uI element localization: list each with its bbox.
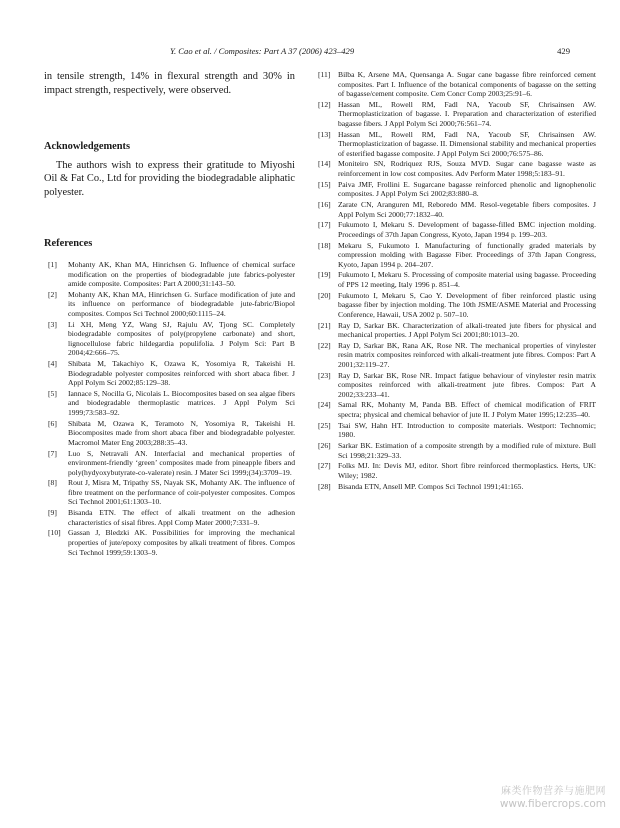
reference-item — [318, 159, 596, 178]
reference-item — [44, 260, 295, 289]
running-head: Y. Cao et al. / Composites: Part A 37 (2006) 423–429 — [170, 46, 355, 56]
reference-text: Tsai SW, Hahn HT. Introduction to composite materials. Westport: Technomic; 1980. — [338, 420, 596, 440]
references-heading: References — [44, 237, 93, 249]
reference-text: Samal RK, Mohanty M, Panda BB. Effect of chemical modification of FRIT spectra; physical and chemical behavior of jute II. J Polym Mater 1995;12:235–40. — [338, 400, 596, 420]
reference-item — [318, 482, 596, 492]
reference-item — [318, 321, 596, 340]
acknowledgements-heading: Acknowledgements — [44, 140, 131, 152]
reference-number: [16] — [318, 200, 331, 210]
reference-text: Zarate CN, Aranguren MI, Reboredo MM. Resol-vegetable fibers composites. J Appl Polym Sci 2000;77:1832–40. — [338, 200, 596, 219]
reference-number: [17] — [318, 220, 331, 230]
reference-text: Fukumoto I, Mekaru S, Cao Y. Development of fiber reinforced plastic using bagasse fiber by injection molding. The 10th JSME/ASME Material and Processing Conference, Hawaii, USA 2002 p. 507–10. — [338, 290, 596, 319]
reference-item — [318, 130, 596, 159]
reference-list-right — [318, 70, 596, 491]
reference-number: [12] — [318, 99, 331, 109]
reference-number: [28] — [318, 481, 331, 491]
reference-item — [318, 421, 596, 440]
reference-item — [318, 220, 596, 239]
reference-item — [318, 270, 596, 289]
running-header — [0, 46, 620, 60]
reference-number: [13] — [318, 129, 331, 139]
reference-number: [21] — [318, 320, 331, 330]
reference-text: Sarkar BK. Estimation of a composite strength by a modified rule of mixture. Bull Sci 1998;21:329–33. — [338, 441, 596, 460]
reference-text: Gassan J, Bledzki AK. Possibilities for improving the mechanical properties of jute/epoxy composites by alkali treatment of fibres. Compos Sci Technol 1999;59:1303–9. — [68, 528, 295, 557]
reference-number: [19] — [318, 270, 331, 280]
reference-number: [24] — [318, 400, 331, 410]
reference-text: Shibata M, Ozawa K, Teramoto N, Yosomiya R, Takeishi H. Biocomposites made from short abaca fiber and biodegradable polyester. Macromol Mater Eng 2003;288:35–43. — [68, 418, 295, 447]
reference-text: Bisanda ETN, Ansell MP. Compos Sci Technol 1991;41:165. — [338, 481, 524, 491]
reference-text: Li XH, Meng YZ, Wang SJ, Rajulu AV, Tjong SC. Completely biodegradable composites of poly(propylene carbonate) and short, lignocellulose fabric hildegardia populifolia. J Polym Sci: Part B 2004;42:666–75. — [68, 319, 295, 358]
reference-item — [44, 528, 295, 557]
left-column — [44, 70, 295, 558]
reference-item — [44, 449, 295, 478]
reference-item — [318, 461, 596, 480]
reference-item — [44, 478, 295, 507]
reference-number: [18] — [318, 240, 331, 250]
reference-number: [3] — [48, 319, 57, 329]
reference-item — [44, 290, 295, 319]
reference-item — [44, 389, 295, 418]
reference-text: Fukumoto I, Mekaru S. Processing of composite material using bagasse. Proceeding of PPS 12 meeting, Italy 1996 p. 851–4. — [338, 270, 596, 289]
reference-list-left — [44, 260, 295, 557]
watermark-site-name: 麻类作物营养与施肥网 — [501, 786, 606, 797]
reference-item — [318, 400, 596, 419]
reference-number: [4] — [48, 359, 57, 369]
intro-paragraph: in tensile strength, 14% in flexural strength and 30% in impact strength, respectively, were observed. — [44, 71, 295, 96]
reference-text: Luo S, Netravali AN. Interfacial and mechanical properties of environment-friendly ‘green’ composites made from pineapple fibers and poly(hydyoxybutyrate-co-valerate) resin. J Mater Sci 1999;(34):3709–19. — [68, 448, 295, 477]
reference-number: [9] — [48, 508, 57, 518]
reference-number: [26] — [318, 441, 331, 451]
reference-item — [44, 320, 295, 358]
reference-text: Ray D, Sarkar BK, Rose NR. Impact fatigue behaviour of vinylester resin matrix composites reinforced with alkali-treatment jute fibres. Compos: Part A 2002;33:233–41. — [338, 370, 596, 399]
watermark-url: www.fibercrops.com — [499, 798, 606, 810]
reference-text: Bilba K, Arsene MA, Quensanga A. Sugar cane bagasse fibre reinforced cement composites. Part I. Influence of the botanical components of bagasse on the setting of bagasse/cement composite. Cem Concr Comp 2003;25:91–6. — [338, 70, 596, 99]
reference-number: [27] — [318, 461, 331, 471]
watermark — [500, 782, 606, 810]
reference-item — [318, 371, 596, 400]
reference-item — [44, 508, 295, 527]
acknowledgements-paragraph: The authors wish to express their gratitude to Miyoshi Oil & Fat Co., Ltd for providing the biodegradable aliphatic polyester. — [44, 159, 295, 199]
reference-number: [7] — [48, 448, 57, 458]
reference-item — [44, 419, 295, 448]
reference-text: Folks MJ. In: Devis MJ, editor. Short fibre reinforced thermoplastics. Herts, UK: Wiley; 1982. — [338, 461, 596, 480]
reference-text: Shibata M, Takachiyo K, Ozawa K, Yosomiya R, Takeishi H. Biodegradable polyester composites reinforced with short abaca fiber. J Appl Polym Sci 2002;85:129–38. — [68, 359, 295, 388]
reference-text: Mekaru S, Fukumoto I. Manufacturing of functionally graded materials by compression molding with Bagasse Fiber. Proceedings of 37th Japan Congress, Kyoto, Japan 1994 p. 204–207. — [338, 240, 596, 269]
reference-item — [318, 200, 596, 219]
reference-text: Rout J, Misra M, Tripathy SS, Nayak SK, Mohanty AK. The influence of fibre treatment on the performance of coir-polyester composites. Compos Sci Technol 2001;61:1303–10. — [68, 478, 295, 507]
reference-text: Bisanda ETN. The effect of alkali treatment on the adhesion characteristics of sisal fibres. Appl Comp Mater 2000;7:331–9. — [68, 508, 295, 527]
reference-text: Mohanty AK, Khan MA, Hinrichsen G. Surface modification of jute and its influence on performance of biodegradable jute-fabric/Biopol composites. Compos Sci Technol 2000;60:1115–24. — [68, 289, 295, 318]
reference-number: [6] — [48, 418, 57, 428]
reference-item — [318, 441, 596, 460]
reference-text: Hassan ML, Rowell RM, Fadl NA, Yacoub SF, Chrisainsen AW. Thermoplasticization of bagasse. I. Preparation and characterization of esterified bagasse fibers. J Appl Polym Sci 2000;76:561–74. — [338, 99, 596, 128]
reference-text: Iannace S, Nocilla G, Nicolais L. Biocomposites based on sea algae fibers and biodegradable thermoplastic matrices. J Appl Polym Sci 1999;73:583–92. — [68, 388, 295, 417]
reference-item — [318, 180, 596, 199]
reference-text: Hassan ML, Rowell RM, Fadl NA, Yacoub SF, Chrisainsen AW. Thermoplasticization of bagasse. II. Dimensional stability and mechanical properties of esterified bagasse composite. J Appl Polym Sci 2000;76:575–86. — [338, 129, 596, 158]
reference-number: [1] — [48, 259, 57, 269]
reference-number: [22] — [318, 340, 331, 350]
page-number: 429 — [557, 46, 570, 56]
reference-number: [5] — [48, 388, 57, 398]
reference-number: [20] — [318, 290, 331, 300]
reference-number: [15] — [318, 179, 331, 189]
reference-text: Moniteiro SN, Rodriquez RJS, Souza MVD. Sugar cane bagasse waste as reinforcement in low cost composites. Adv Perform Mater 1998;5:183–91. — [338, 159, 596, 179]
reference-number: [8] — [48, 478, 57, 488]
reference-text: Mohanty AK, Khan MA, Hinrichsen G. Influence of chemical surface modification on the properties of biodegradable jute fabrics-polyester amide composite. Composites: Part A 2000;31:143–50. — [68, 259, 295, 289]
reference-item — [318, 341, 596, 370]
reference-number: [25] — [318, 420, 331, 430]
reference-text: Fukumoto I, Mekaru S. Development of bagasse-filled BMC injection molding. Proceedings of 37th Japan Congress, Kyoto, Japan 1994 p. 199–203. — [338, 220, 596, 239]
reference-item — [318, 241, 596, 270]
reference-number: [23] — [318, 370, 331, 380]
reference-text: Paiva JMF, Frollini E. Sugarcane bagasse reinforced phenolic and lignophenolic composites. J Appl Polym Sci 2002;83:880–8. — [338, 179, 596, 199]
reference-item — [44, 359, 295, 388]
reference-item — [318, 291, 596, 320]
reference-number: [14] — [318, 159, 331, 169]
reference-number: [10] — [48, 528, 61, 538]
reference-text: Ray D, Sarkar BK. Characterization of alkali-treated jute fibers for physical and mechanical properties. J Appl Polym Sci 2001;80:1013–20. — [338, 320, 596, 340]
reference-text: Ray D, Sarkar BK, Rana AK, Rose NR. The mechanical properties of vinylester resin matrix composites reinforced with alkali-treatment jute fibres. Compos: Part A 2001;32:119–27. — [338, 340, 596, 369]
reference-number: [11] — [318, 70, 331, 79]
reference-number: [2] — [48, 289, 57, 299]
reference-item — [318, 70, 596, 99]
reference-item — [318, 100, 596, 129]
right-column — [318, 70, 596, 492]
